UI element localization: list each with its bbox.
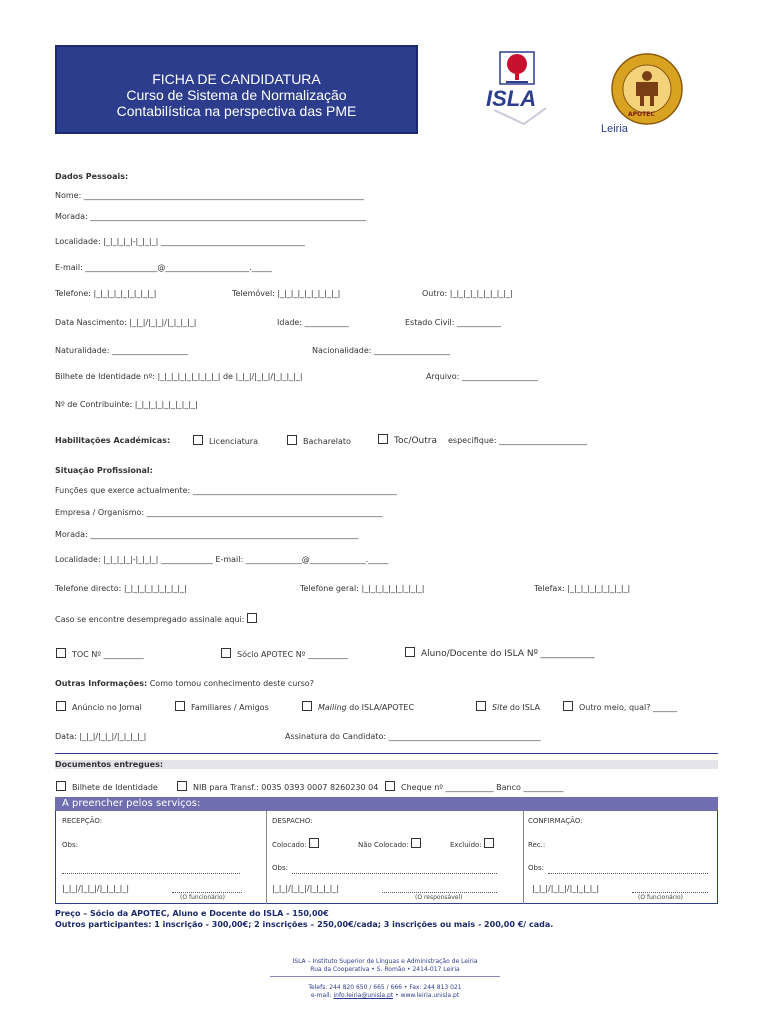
checkbox[interactable]: [247, 613, 257, 623]
dispatch-signature-line[interactable]: [382, 892, 497, 893]
signature-field[interactable]: Assinatura do Candidato: ______________________________________: [285, 732, 541, 741]
footer-divider: [270, 976, 500, 977]
option-label: Cheque nº ____________ Banco __________: [401, 783, 564, 792]
source-option-mailing[interactable]: [302, 701, 414, 712]
checkbox[interactable]: [411, 838, 421, 848]
footer-website[interactable]: • www.leiria.unisla.pt: [395, 992, 460, 999]
option-label: do ISLA/APOTEC: [346, 703, 415, 712]
phone-field[interactable]: Telefone: |_|_|_|_|_|_|_|_|_|: [55, 289, 157, 298]
reception-staff-caption: (O funcionário): [180, 894, 225, 901]
other-info-title: Outras Informações:: [55, 679, 148, 688]
option-label: Anúncio no Jornal: [72, 703, 142, 712]
dispatch-obs-line[interactable]: [292, 873, 497, 874]
doc-option-id[interactable]: [56, 781, 158, 792]
doc-option-cheque[interactable]: [385, 781, 563, 792]
dispatch-obs-label: Obs:: [272, 864, 288, 872]
confirmation-obs-label: Obs:: [528, 864, 544, 872]
checkbox[interactable]: [309, 838, 319, 848]
services-box: [55, 797, 718, 904]
age-field[interactable]: Idade: ___________: [277, 318, 349, 327]
toc-number-field[interactable]: [56, 648, 144, 659]
checkbox[interactable]: [177, 781, 187, 791]
option-label: Caso se encontre desempregado assinale aqui:: [55, 615, 245, 624]
divider: [55, 753, 718, 754]
course-title-line1: Curso de Sistema de Normalização: [126, 87, 347, 103]
option-label-italic: Mailing: [318, 703, 347, 712]
nationality-field[interactable]: Nacionalidade: ___________________: [312, 346, 451, 355]
job-functions-field[interactable]: Funções que exerce actualmente: ___________________________________________________: [55, 486, 397, 495]
date-field[interactable]: Data: |_|_|/|_|_|/|_|_|_|_|: [55, 732, 147, 741]
receipt-label: Rec.:: [528, 841, 546, 849]
form-title: FICHA DE CANDIDATURA: [152, 71, 321, 87]
reception-signature-line[interactable]: [172, 892, 242, 893]
price-line-2: Outros participantes: 1 inscrição - 300,00€; 2 inscrições – 250,00€/cada; 3 inscrições ou mais - 200,00 €/ cada.: [55, 920, 554, 929]
column-divider: [523, 811, 524, 904]
address-field[interactable]: Morada: _____________________________________________________________________: [55, 212, 367, 221]
option-label: Toc/Outra: [394, 436, 437, 446]
other-info-line: [55, 679, 314, 688]
doc-option-nib[interactable]: [177, 781, 378, 792]
company-locality-field[interactable]: Localidade: |_|_|_|_|-|_|_|_| _____________ E-mail: ______________@______________._____: [55, 555, 389, 564]
reception-label: RECEPÇÃO:: [62, 817, 103, 825]
checkbox[interactable]: [405, 647, 415, 657]
excluded-option[interactable]: [450, 838, 500, 849]
mobile-field[interactable]: Telemóvel: |_|_|_|_|_|_|_|_|_|: [232, 289, 341, 298]
option-label-italic: Site: [492, 703, 508, 712]
option-label: Bilhete de Identidade: [72, 783, 158, 792]
footer-institution: ISLA – Instituto Superior de Línguas e Administração de Leiria: [292, 958, 478, 965]
option-label: Excluído:: [450, 841, 482, 849]
option-label: Bacharelato: [303, 437, 351, 446]
option-label: do ISLA: [507, 703, 540, 712]
apotec-logo-text: APOTEC: [628, 111, 655, 118]
tax-number-field[interactable]: Nº de Contribuinte: |_|_|_|_|_|_|_|_|_|: [55, 400, 198, 409]
checkbox[interactable]: [56, 781, 66, 791]
header-box: [55, 45, 418, 134]
option-label: Não Colocado:: [358, 841, 409, 849]
company-field[interactable]: Empresa / Organismo: ___________________________________________________________: [55, 508, 383, 517]
reception-obs-line[interactable]: [62, 873, 240, 874]
checkbox[interactable]: [563, 701, 573, 711]
confirmation-signature-line[interactable]: [632, 892, 708, 893]
course-title-line2: Contabilística na perspectiva das PME: [116, 103, 357, 119]
archive-field[interactable]: Arquivo: ___________________: [426, 372, 538, 381]
services-bar-title: A preencher pelos serviços:: [62, 798, 201, 809]
checkbox[interactable]: [476, 701, 486, 711]
id-card-field[interactable]: Bilhete de Identidade nº: |_|_|_|_|_|_|_|_|_| de |_|_|/|_|_|/|_|_|_|_|: [55, 372, 303, 381]
footer-phones: Telefs: 244 820 650 / 665 / 666 • Fax: 244 813 021: [308, 984, 462, 991]
professional-section-title: Situação Profissional:: [55, 466, 153, 475]
confirmation-obs-line[interactable]: [548, 873, 708, 874]
source-option-newspaper[interactable]: [56, 701, 142, 712]
checkbox[interactable]: [378, 434, 388, 444]
checkbox[interactable]: [175, 701, 185, 711]
fax-field[interactable]: Telefax: |_|_|_|_|_|_|_|_|_|: [534, 584, 631, 593]
other-phone-field[interactable]: Outro: |_|_|_|_|_|_|_|_|_|: [422, 289, 513, 298]
qualifications-label: Habilitações Académicas:: [55, 436, 171, 445]
confirmation-staff-caption: (O funcionário): [638, 894, 683, 901]
personal-section-title: Dados Pessoais:: [55, 172, 129, 181]
email-field[interactable]: E-mail: __________________@_____________________._____: [55, 263, 272, 272]
option-label: Colocado:: [272, 841, 307, 849]
checkbox[interactable]: [221, 648, 231, 658]
other-info-question: Como tomou conhecimento deste curso?: [149, 679, 314, 688]
apotec-member-field[interactable]: [221, 648, 348, 659]
not-placed-option[interactable]: [358, 838, 427, 849]
checkbox[interactable]: [193, 435, 203, 445]
option-label: Licenciatura: [209, 437, 258, 446]
direct-phone-field[interactable]: Telefone directo: |_|_|_|_|_|_|_|_|_|: [55, 584, 187, 593]
confirmation-label: CONFIRMAÇÃO:: [528, 817, 583, 825]
company-address-field[interactable]: Morada: ___________________________________________________________________: [55, 530, 359, 539]
degree-option-toc[interactable]: [378, 434, 437, 446]
unemployed-option[interactable]: [55, 613, 263, 624]
specify-field[interactable]: especifique: ______________________: [448, 436, 588, 445]
placed-option[interactable]: [272, 838, 325, 849]
dispatch-label: DESPACHO:: [272, 817, 313, 825]
option-label: Outro meio, qual? ______: [579, 703, 678, 712]
isla-logo-text: ISLA: [486, 86, 537, 111]
option-label: Familiares / Amigos: [191, 703, 269, 712]
leiria-label: Leiria: [601, 123, 628, 135]
checkbox[interactable]: [484, 838, 494, 848]
general-phone-field[interactable]: Telefone geral: |_|_|_|_|_|_|_|_|_|: [300, 584, 425, 593]
reception-obs-label: Obs:: [62, 841, 78, 849]
civil-status-field[interactable]: Estado Civil: ___________: [405, 318, 502, 327]
footer-email-label: e-mail:: [310, 992, 332, 999]
footer-email-link[interactable]: info.leiria@unisla.pt: [333, 992, 394, 999]
checkbox[interactable]: [56, 701, 66, 711]
degree-option-bacharelato[interactable]: [287, 435, 351, 446]
checkbox[interactable]: [56, 648, 66, 658]
degree-option-licenciatura[interactable]: [193, 435, 258, 446]
checkbox[interactable]: [302, 701, 312, 711]
checkbox[interactable]: [385, 781, 395, 791]
birthdate-field[interactable]: Data Nascimento: |_|_|/|_|_|/|_|_|_|_|: [55, 318, 197, 327]
option-label: Sócio APOTEC Nº __________: [237, 650, 348, 659]
footer-address: Rua da Cooperativa • S. Romão • 2414-017 Leiria: [310, 966, 460, 973]
reception-date-field[interactable]: |_|_|/|_|_|/|_|_|_|_|: [62, 884, 130, 893]
isla-student-field[interactable]: [405, 647, 595, 659]
dispatch-date-field[interactable]: |_|_|/|_|_|/|_|_|_|_|: [272, 884, 340, 893]
name-field[interactable]: Nome: ______________________________________________________________________: [55, 191, 364, 200]
price-line-1: Preço – Sócio da APOTEC, Aluno e Docente do ISLA - 150,00€: [55, 909, 329, 918]
dispatch-responsible-caption: (O responsável): [415, 894, 463, 901]
option-label: NIB para Transf.: 0035 0393 0007 8260230 04: [193, 783, 379, 792]
source-option-other[interactable]: [563, 701, 677, 712]
locality-field[interactable]: Localidade: |_|_|_|_|-|_|_|_| ____________________________________: [55, 237, 305, 246]
option-label: Aluno/Docente do ISLA Nº ____________: [421, 649, 595, 659]
footer-contacts: [0, 992, 770, 999]
checkbox[interactable]: [287, 435, 297, 445]
option-label: TOC Nº __________: [72, 650, 144, 659]
birthplace-field[interactable]: Naturalidade: ___________________: [55, 346, 188, 355]
confirmation-date-field[interactable]: |_|_|/|_|_|/|_|_|_|_|: [532, 884, 600, 893]
documents-title: Documentos entregues:: [55, 760, 718, 769]
source-option-family[interactable]: [175, 701, 269, 712]
source-option-site[interactable]: [476, 701, 540, 712]
column-divider: [266, 811, 267, 904]
